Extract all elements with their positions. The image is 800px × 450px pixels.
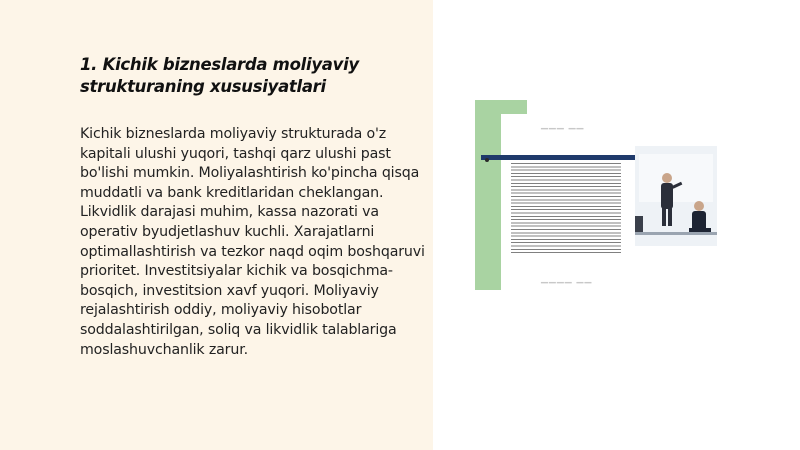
slide-body-text: Kichik bizneslarda moliyaviy strukturada o'z kapitali ulushi yuqori, tashqi qarz ulushi past bo'lishi mumkin. Moliyalashtirish ko'pincha qisqa muddatli va bank kreditlaridan cheklangan. Likvidlik darajasi muhim, kassa nazorati va operativ byudjetlashuv kuchli. Xarajatlarni optimallashtirish va tezkor naqd oqim boshqaruvi prioritet. Investitsiyalar kichik va bosqichma-bosqich, investitsion xavf yuqori. Moliyaviy rejalashtirish oddiy, moliyaviy hisobotlar soddalashtirilgan, soliq va likvidlik talablariga moslashuvchanlik zarur. — [80, 126, 425, 358]
preview-faint-heading-top: ▁▁▁ ▁▁ — [541, 120, 585, 130]
preview-title-rule — [481, 155, 641, 160]
preview-bullet — [485, 158, 489, 162]
preview-body-text-lines — [511, 163, 621, 255]
slide-preview-image — [475, 100, 725, 290]
preview-green-bar — [475, 100, 501, 290]
slide-title: 1. Kichik bizneslarda moliyaviy strukturaning xususiyatlari — [80, 55, 359, 96]
business-meeting-photo-icon — [635, 146, 717, 246]
preview-faint-heading-bottom: ▁▁▁▁ ▁▁ — [541, 274, 593, 284]
